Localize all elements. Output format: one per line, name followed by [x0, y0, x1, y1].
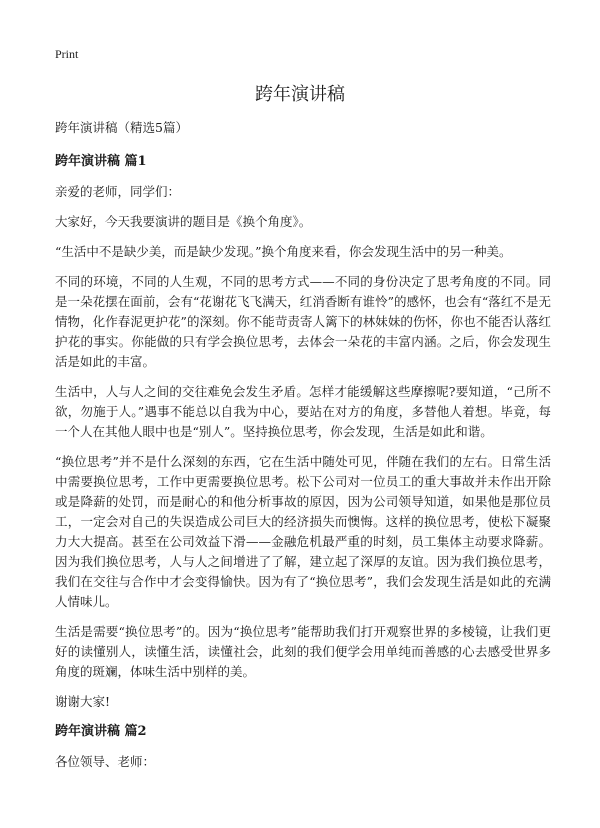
- paragraph-greeting: 亲爱的老师，同学们：: [55, 184, 181, 199]
- paragraph-quote: “生活中不是缺少美，而是缺少发现。”换个角度来看，你会发现生活中的另一种美。: [55, 244, 512, 259]
- paragraph-thanks: 谢谢大家!: [55, 694, 111, 709]
- paragraph-greeting-2: 各位领导、老师：: [55, 754, 156, 769]
- paragraph-intro: 大家好，今天我要演讲的题目是《换个角度》。: [55, 214, 312, 229]
- paragraph-relationships: 生活中，人与人之间的交往难免会发生矛盾。怎样才能缓解这些摩擦呢?要知道，“己所不欲，勿施于人。”遇事不能总以自我为中心，要站在对方的角度，多替他人着想。毕竟，每一个人在其他人眼中也是“别人”。坚持换位思考，你会发现，生活是如此和谐。: [55, 384, 551, 439]
- section-heading-1: 跨年演讲稿 篇1: [55, 154, 147, 169]
- paragraph-perspective: 不同的环境，不同的人生观，不同的思考方式——不同的身份决定了思考角度的不同。同是一朵花摆在面前，会有“花谢花飞飞满天，红消香断有谁怜”的感怀，也会有“落红不是无情物，化作春泥更护花”的深刻。你不能苛责寄人篱下的林妹妹的伤怀，你也不能否认落红护花的事实。你能做的只有学会换位思考，去体会一朵花的丰富内涵。之后，你会发现生活是如此的丰富。: [55, 274, 551, 369]
- section-heading-2: 跨年演讲稿 篇2: [55, 724, 147, 739]
- document-subtitle: 跨年演讲稿（精选5篇）: [55, 120, 188, 135]
- paragraph-conclusion: 生活是需要“换位思考”的。因为“换位思考”能帮助我们打开观察世界的多棱镜，让我们更好的读懂别人，读懂生活，读懂社会，此刻的我们便学会用单纯而善感的心去感受世界多角度的斑斓，体味生活中别样的美。: [55, 624, 551, 679]
- page-title: 跨年演讲稿: [255, 84, 345, 105]
- paragraph-empathy: “换位思考”并不是什么深刻的东西，它在生活中随处可见，伴随在我们的左右。日常生活中需要换位思考，工作中更需要换位思考。松下公司对一位员工的重大事故并未作出开除或是降薪的处罚，而是耐心的和他分析事故的原因，因为公司领导知道，如果他是那位员工，一定会对自己的失误造成公司巨大的经济损失而懊悔。这样的换位思考，使松下凝聚力大大提高。甚至在公司效益下滑——金融危机最严重的时刻，员工集体主动要求降薪。因为我们换位思考，人与人之间增进了了解，建立起了深厚的友谊。因为我们换位思考，我们在交往与合作中才会变得愉快。因为有了“换位思考”，我们会发现生活是如此的充满人情味儿。: [55, 454, 551, 609]
- document-body: [55, 118, 551, 782]
- print-label[interactable]: Print: [55, 47, 79, 61]
